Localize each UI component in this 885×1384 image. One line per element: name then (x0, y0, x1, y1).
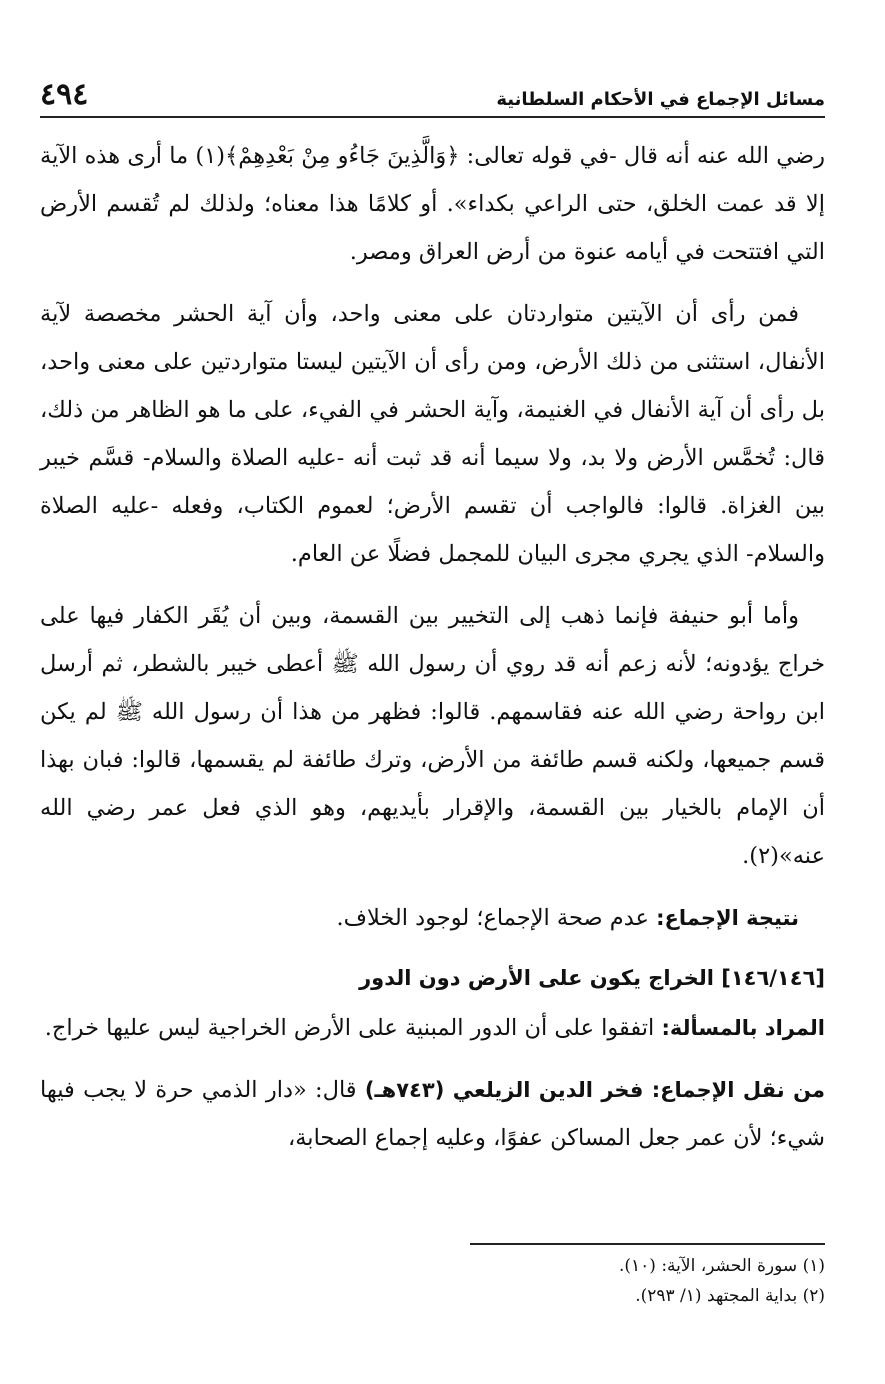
footnotes (40, 1243, 825, 1311)
paragraph-2: فمن رأى أن الآيتين متواردتان على معنى واحد، وأن آية الحشر مخصصة لآية الأنفال، استثنى من ذلك الأرض، ومن رأى أن الآيتين ليستا متواردتين على معنى واحد، بل رأى أن آية الأنفال في الغنيمة، وآية الحشر في الفيء، على ما هو الظاهر من ذلك، قال: تُخمَّس الأرض ولا بد، ولا سيما أنه قد ثبت أنه -عليه الصلاة والسلام- قسَّم خيبر بين الغزاة. قالوا: فالواجب أن تقسم الأرض؛ لعموم الكتاب، وفعله -عليه الصلاة والسلام- الذي يجري مجرى البيان للمجمل فضلًا عن العام. (40, 301, 825, 567)
page-header (40, 70, 825, 118)
footnote-divider (470, 1243, 825, 1245)
meaning-label: المراد بالمسألة: (661, 1016, 825, 1040)
section-heading: [١٤٦/١٤٦] الخراج يكون على الأرض دون الدور (359, 966, 825, 990)
body-text (40, 132, 825, 1162)
page (40, 70, 825, 1176)
transmitters-text: قال: «دار الذمي حرة لا يجب فيها شيء؛ لأن عمر جعل المساكن عفوًا، وعليه إجماع الصحابة، (40, 1077, 825, 1151)
conclusion-text: عدم صحة الإجماع؛ لوجود الخلاف. (336, 905, 649, 931)
transmitters-paragraph (40, 1066, 825, 1162)
conclusion (40, 894, 825, 942)
footnote-2: (٢) بداية المجتهد (١/ ٢٩٣). (635, 1286, 825, 1306)
footnote-1: (١) سورة الحشر، الآية: (١٠). (618, 1256, 825, 1276)
paragraph-1: رضي الله عنه أنه قال -في قوله تعالى: ﴿وَالَّذِينَ جَاءُو مِنْ بَعْدِهِمْ﴾(١) ما أرى هذه الآية إلا قد عمت الخلق، حتى الراعي بكداء». أو كلامًا هذا معناه؛ ولذلك لم تُقسم الأرض التي افتتحت في أيامه عنوة من أرض العراق ومصر. (40, 143, 825, 265)
paragraph-3: وأما أبو حنيفة فإنما ذهب إلى التخيير بين القسمة، وبين أن يُقَر الكفار فيها على خراج يؤدونه؛ لأنه زعم أنه قد روي أن رسول الله ﷺ أعطى خيبر بالشطر، ثم أرسل ابن رواحة رضي الله عنه فقاسمهم. قالوا: فظهر من هذا أن رسول الله ﷺ لم يكن قسم جميعها، ولكنه قسم طائفة من الأرض، وترك طائفة لم يقسمها، قالوا: فبان بهذا أن الإمام بالخيار بين القسمة، والإقرار بأيديهم، وهو الذي فعل عمر رضي الله عنه»(٢). (40, 603, 825, 869)
running-title: مسائل الإجماع في الأحكام السلطانية (496, 89, 825, 110)
meaning-paragraph (40, 1004, 825, 1052)
conclusion-label: نتيجة الإجماع: (656, 906, 799, 930)
page-number: ٤٩٤ (40, 77, 89, 112)
transmitters-label: من نقل الإجماع: فخر الدين الزيلعي (٧٤٣هـ) (364, 1078, 826, 1102)
meaning-text: اتفقوا على أن الدور المبنية على الأرض الخراجية ليس عليها خراج. (44, 1015, 655, 1041)
